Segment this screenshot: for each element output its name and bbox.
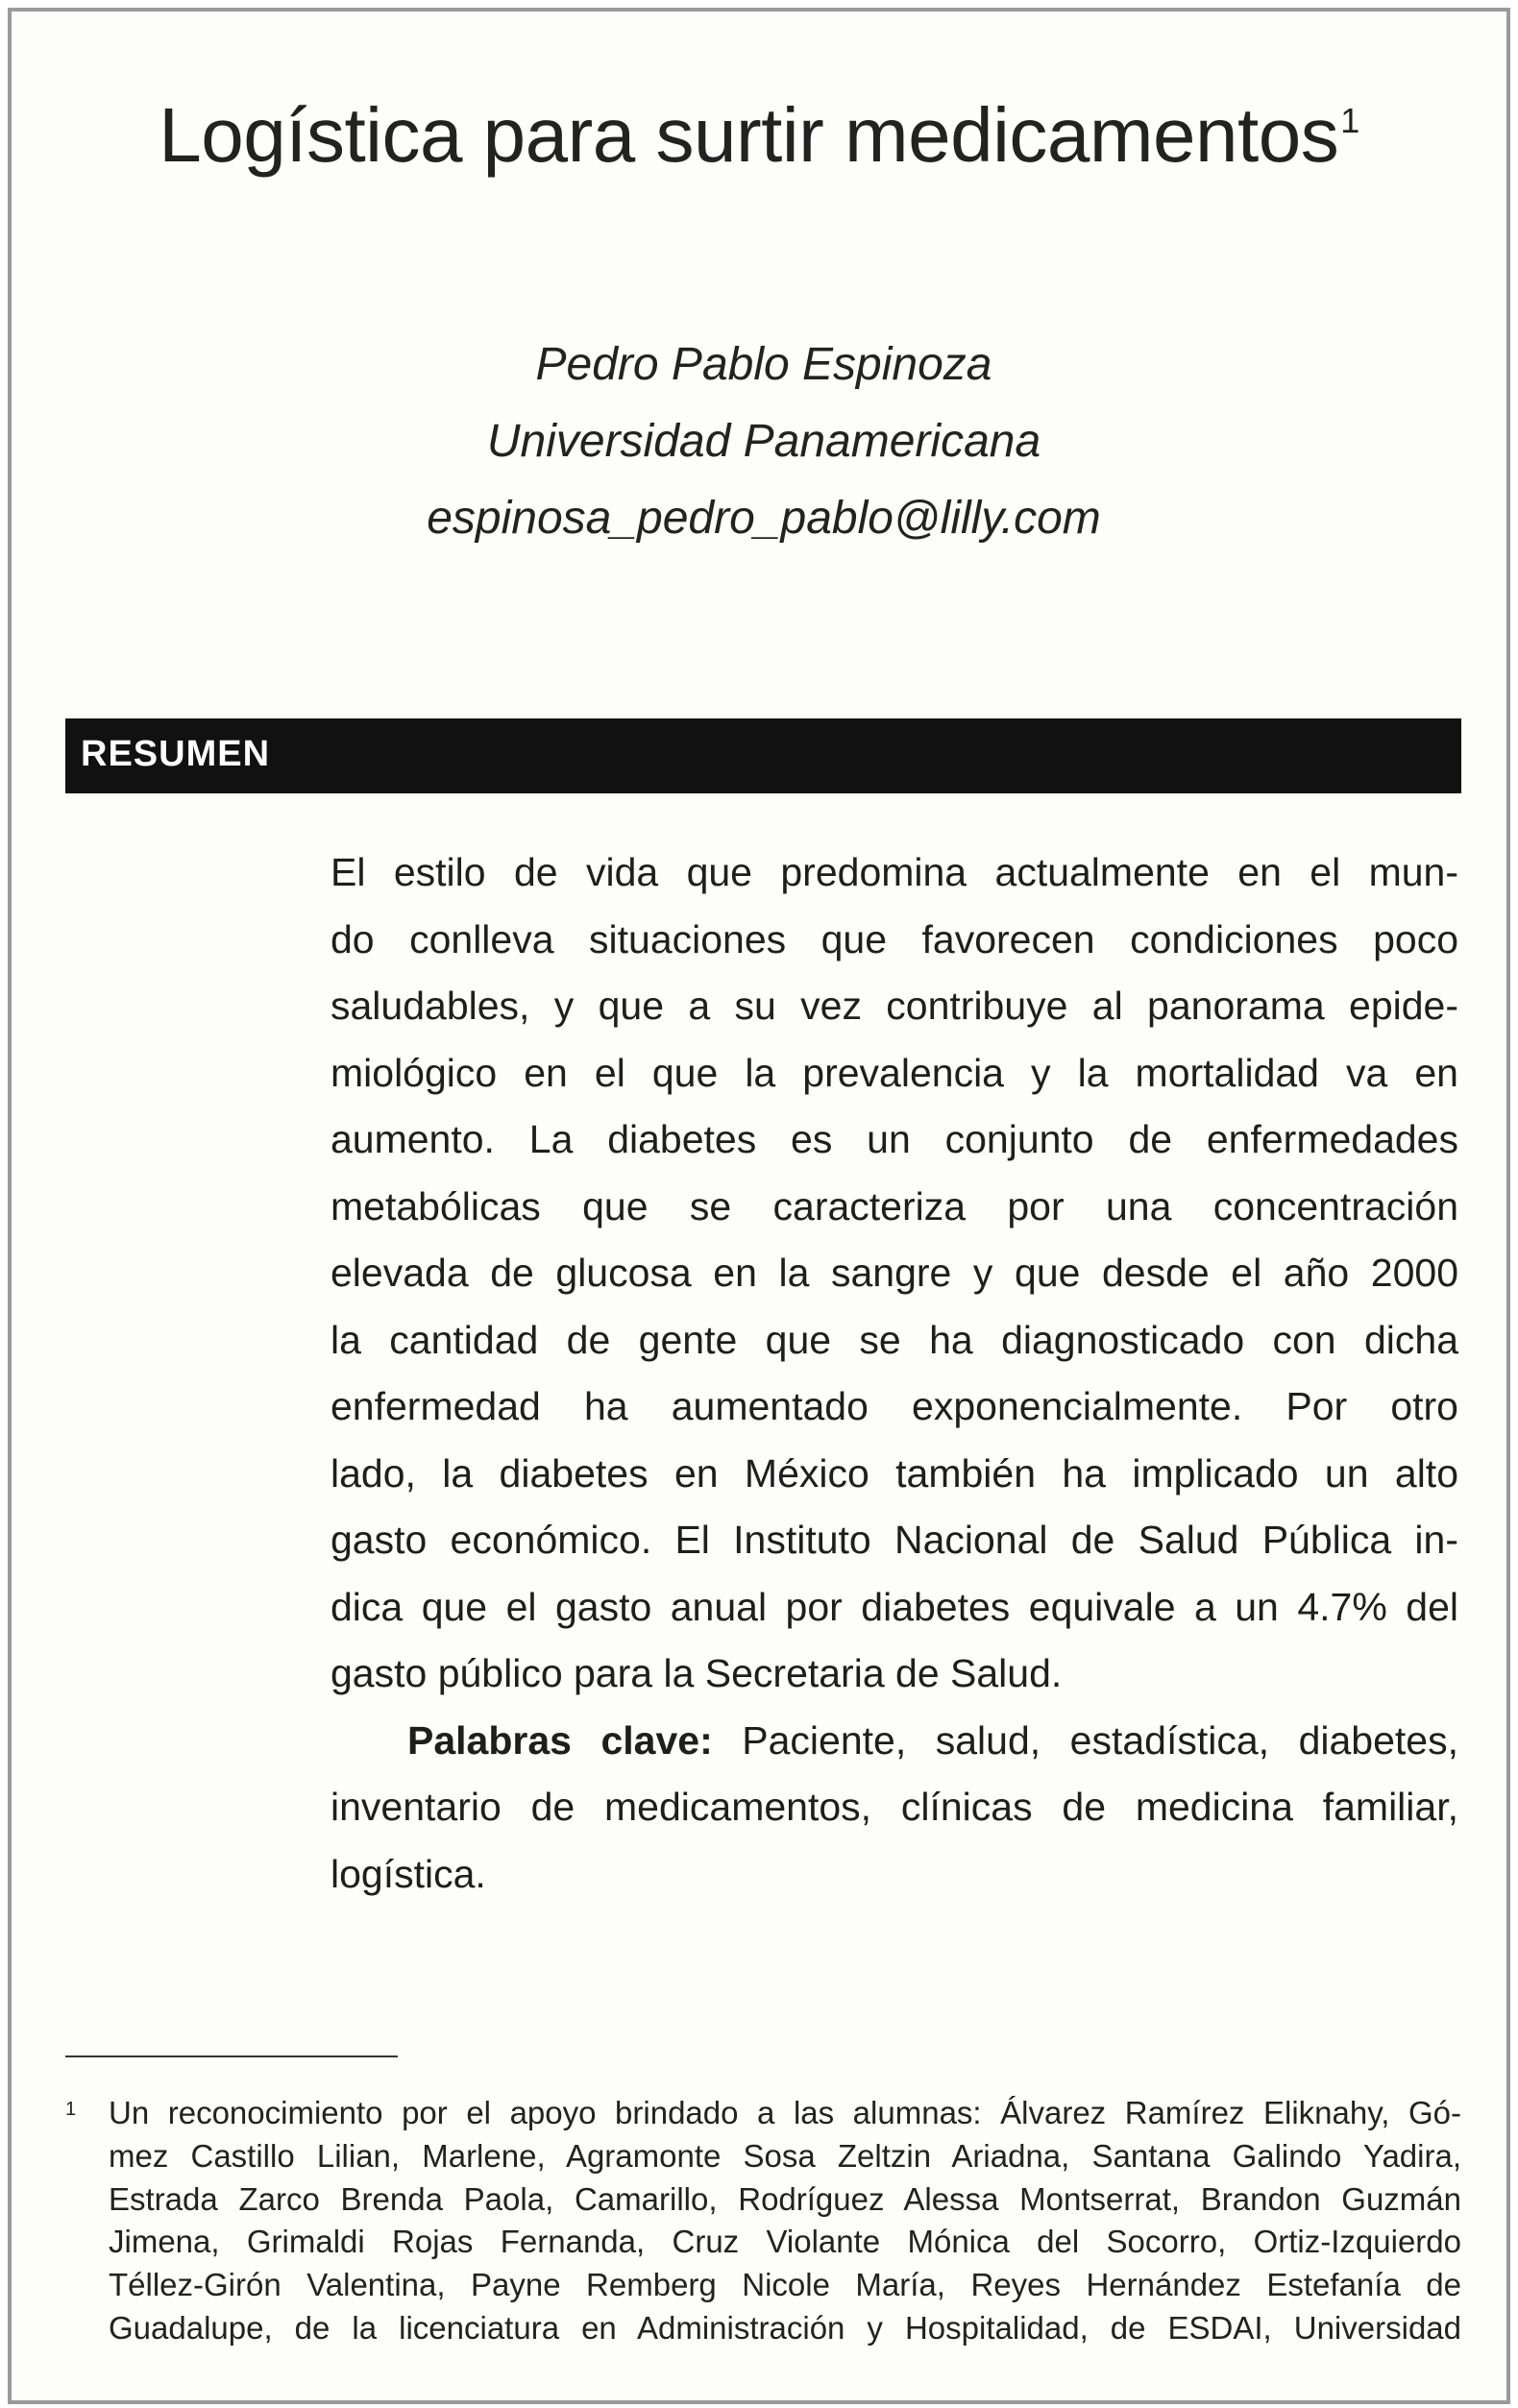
section-label: RESUMEN xyxy=(81,734,271,774)
keywords-text: Paciente, salud, estadística, diabetes, xyxy=(742,1717,1458,1763)
keywords-label: Palabras clave: xyxy=(407,1717,713,1763)
abstract-line: dica que el gasto anual por diabetes equivale a un 4.7% del xyxy=(331,1584,1458,1629)
author-block xyxy=(0,327,1518,557)
abstract-line: metabólicas que se caracteriza por una concentración xyxy=(331,1183,1458,1228)
abstract-line: aumento. La diabetes es un conjunto de enfermedades xyxy=(331,1117,1458,1161)
abstract-line: lado, la diabetes en México también ha implicado un alto xyxy=(331,1450,1458,1496)
footnote-line: mez Castillo Lilian, Marlene, Agramonte Sosa Zeltzin Ariadna, Santana Galindo Yadira, xyxy=(109,2137,1461,2174)
author-name: Pedro Pablo Espinoza xyxy=(535,339,992,390)
footnote-line: Téllez-Girón Valentina, Payne Remberg Nicole María, Reyes Hernández Estefanía de xyxy=(109,2267,1461,2303)
article-title xyxy=(0,91,1518,180)
footnote xyxy=(65,2092,1461,2350)
section-header-band xyxy=(65,718,1461,793)
abstract xyxy=(331,839,1458,1908)
abstract-line: miológico en el que la prevalencia y la mortalidad va en xyxy=(331,1050,1458,1095)
abstract-line: El estilo de vida que predomina actualmente en el mun- xyxy=(331,850,1458,894)
author-email[interactable]: espinosa_pedro_pablo@lilly.com xyxy=(427,493,1101,544)
footnote-line: Jimena, Grimaldi Rojas Fernanda, Cruz Violante Mónica del Socorro, Ortiz-Izquierdo xyxy=(109,2224,1461,2260)
footnote-number: 1 xyxy=(65,2099,77,2120)
title-footnote-mark[interactable]: 1 xyxy=(1340,101,1359,140)
footnote-divider xyxy=(65,2055,398,2057)
abstract-line: gasto público para la Secretaria de Salud. xyxy=(331,1651,1063,1695)
abstract-line: do conlleva situaciones que favorecen condiciones poco xyxy=(331,916,1458,961)
author-institution: Universidad Panamericana xyxy=(486,416,1041,467)
abstract-line: la cantidad de gente que se ha diagnosticado con dicha xyxy=(331,1317,1458,1362)
footnote-line: Un reconocimiento por el apoyo brindado a las alumnas: Álvarez Ramírez Eliknahy, Gó- xyxy=(109,2095,1461,2130)
abstract-line: elevada de glucosa en la sangre y que desde el año 2000 xyxy=(331,1251,1458,1295)
footnote-line: Guadalupe, de la licenciatura en Administración y Hospitalidad, de ESDAI, Universidad xyxy=(109,2309,1461,2346)
abstract-line: gasto económico. El Instituto Nacional de Salud Pública in- xyxy=(331,1518,1458,1562)
footnote-line: Estrada Zarco Brenda Paola, Camarillo, Rodríguez Alessa Montserrat, Brandon Guzmán xyxy=(109,2180,1461,2217)
abstract-line: enfermedad ha aumentado exponencialmente. Por otro xyxy=(331,1384,1458,1428)
abstract-line: saludables, y que a su vez contribuye al panorama epide- xyxy=(331,984,1458,1028)
title-text: Logística para surtir medicamentos xyxy=(159,92,1339,178)
keywords-line: inventario de medicamentos, clínicas de medicina familiar, xyxy=(331,1785,1458,1829)
keywords-line xyxy=(331,1708,1458,1775)
keywords-line: logística. xyxy=(331,1851,486,1896)
footnote-body xyxy=(109,2092,1461,2350)
